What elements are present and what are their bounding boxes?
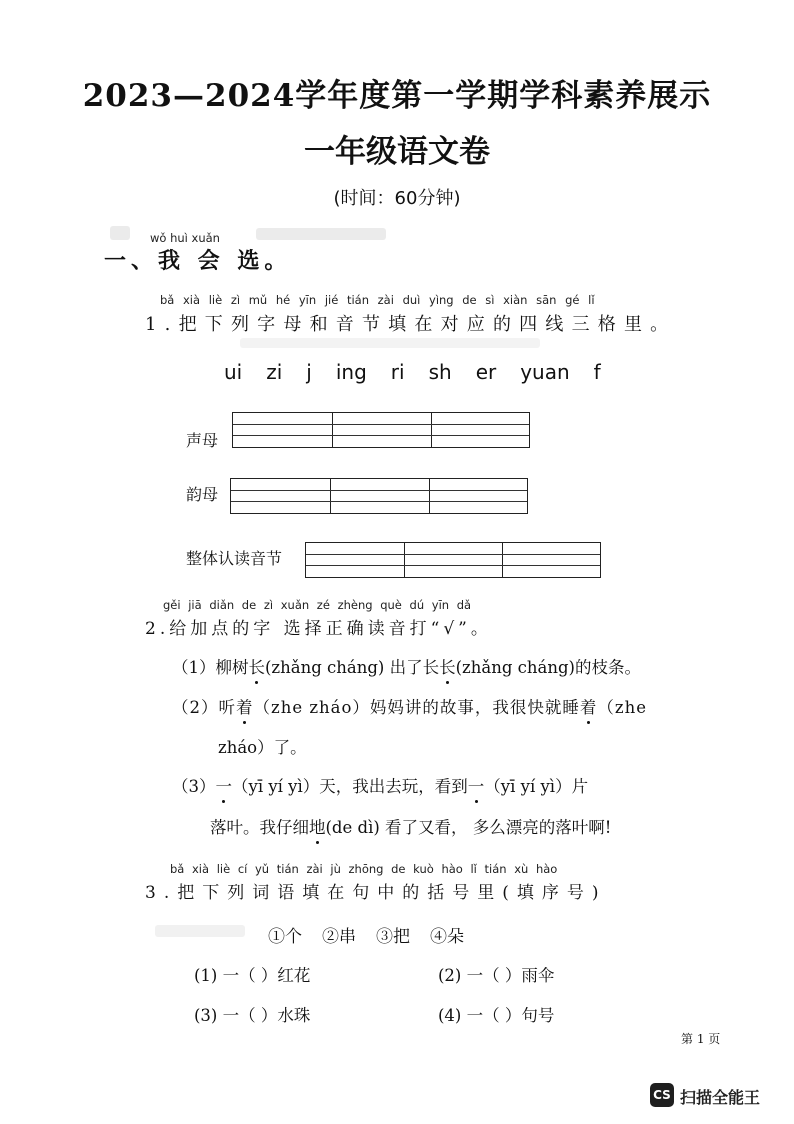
letter: j [306,360,312,384]
letter: er [475,360,497,384]
q1-letters [224,360,625,384]
q2-text: 2.给加点的字 选择正确读音打“√”。 [145,619,492,639]
q2-item1: （1）柳树长(zhǎng cháng) 出了长长(zhǎng cháng)的枝条。 [172,658,641,677]
yunmu-grid[interactable] [230,478,528,514]
exam-subtitle: 一年级语文卷 [304,134,490,170]
dotted-char: 一 [215,777,232,796]
camscanner-logo-icon: CS [650,1083,674,1107]
exam-title: 2023—2024学年度第一学期学科素养展示 [82,78,712,114]
fill-blank[interactable]: (4) 一（ ）句号 [438,1006,555,1025]
q2-pinyin: gěi jiā diǎn de zì xuǎn zé zhèng què dú yīn dǎ [163,598,472,612]
option: ②串 [322,927,356,947]
dotted-char: 一 [467,777,485,796]
zhengti-label: 整体认读音节 [186,549,283,568]
dotted-char: 长 [439,658,456,677]
scan-smudge [155,925,245,937]
letter: f [593,360,601,384]
scan-smudge [240,338,540,348]
letter: ing [335,360,367,384]
fill-blank[interactable]: (1) 一（ ）红花 [194,966,311,985]
option: ④朵 [430,927,464,947]
option: ③把 [376,927,410,947]
yunmu-label: 韵母 [186,485,219,504]
letter: ui [224,360,243,384]
exam-time: (时间：60分钟) [333,188,461,209]
section1-pinyin: wǒ huì xuǎn [150,231,220,245]
letter: ri [390,360,405,384]
section1-title: 一、我 会 选。 [104,248,292,274]
dotted-char: 着 [579,698,598,717]
letter: yuan [520,360,570,384]
q3-options [268,922,484,947]
zhengti-grid[interactable] [305,542,601,578]
dotted-char: 地 [309,818,326,837]
app-watermark: 扫描全能王 [680,1088,761,1107]
q1-pinyin: bǎ xià liè zì mǔ hé yīn jié tián zài duì yìng de sì xiàn sān gé lǐ [160,293,595,307]
fill-blank[interactable]: (3) 一（ ）水珠 [194,1006,311,1025]
dotted-char: 长 [248,658,265,677]
shengmu-label: 声母 [186,431,219,450]
dotted-char: 着 [236,698,254,717]
scan-smudge [110,226,130,240]
option: ①个 [268,927,302,947]
q3-text: 3.把下列词语填在句中的括号里(填序号) [145,883,607,903]
fill-blank[interactable]: (2) 一（ ）雨伞 [438,966,555,985]
q2-item3: （3）一（yī yí yì）天，我出去玩，看到一（yī yí yì）片 [172,777,589,796]
q3-pinyin: bǎ xià liè cí yǔ tián zài jù zhōng de kuò hào lǐ tián xù hào [170,862,558,876]
page-number: 第 1 页 [681,1032,721,1046]
q2-item3-cont: 落叶。我仔细地(de dì) 看了又看， 多么漂亮的落叶啊! [210,818,612,837]
q1-text: 1.把下列字母和音节填在对应的四线三格里。 [145,314,677,335]
letter: zi [266,360,283,384]
q2-item2-cont: zháo）了。 [218,738,307,757]
letter: sh [428,360,452,384]
scan-smudge [256,228,386,240]
shengmu-grid[interactable] [232,412,530,448]
q2-item2: （2）听着（zhe zháo）妈妈讲的故事，我很快就睡着（zhe [172,698,648,717]
